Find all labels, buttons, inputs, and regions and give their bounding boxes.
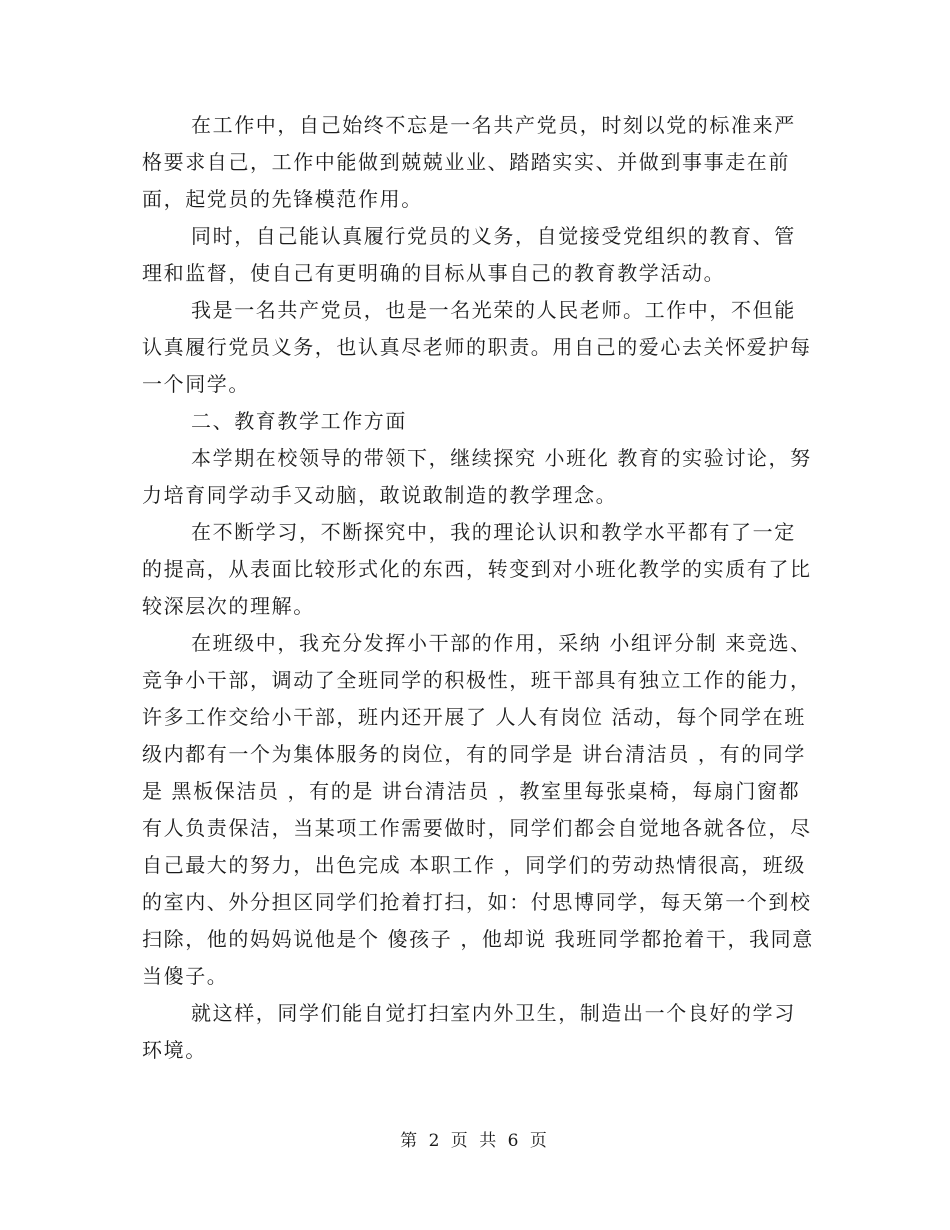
paragraph-small-class-exploration: 本学期在校领导的带领下，继续探究 小班化 教育的实验讨论，努力培育同学动手又动脑，敢说敢制造的教学理念。 (142, 446, 812, 507)
paragraph-cleaning-environment: 就这样，同学们能自觉打扫室内外卫生，制造出一个良好的学习环境。 (142, 1001, 796, 1062)
paragraph-party-duties: 同时，自己能认真履行党员的义务，自觉接受党组织的教育、管理和监督，使自己有更明确的目标从事自己的教育教学活动。 (142, 224, 796, 285)
section-heading-teaching: 二、教育教学工作方面 (191, 409, 407, 433)
page-number-footer: 第 2 页 共 6 页 (400, 1131, 550, 1151)
document-body (142, 107, 814, 1069)
paragraph-teacher-duties: 我是一名共产党员，也是一名光荣的人民老师。工作中，不但能认真履行党员义务，也认真尽老师的职责。用自己的爱心去关怀爱护每一个同学。 (142, 298, 812, 396)
paragraph-class-cadres: 在班级中，我充分发挥小干部的作用，采纳 小组评分制 来竞选、竞争小干部，调动了全班同学的积极性，班干部具有独立工作的能力，许多工作交给小干部，班内还开展了 人人有岗位 活动，每个同学在班级内都有一个为集体服务的岗位，有的同学是 讲台清洁员 ，有的同学是 黑板保洁员 ，有的是 讲台清洁员 ，教室里每张桌椅，每扇门窗都有人负责保洁，当某项工作需要做时，同学们都会自觉地各就各位，尽自己最大的努力，出色完成 本职工作 ，同学们的劳动热情很高，班级的室内、外分担区同学们抢着打扫，如：付思博同学，每天第一个到校扫除，他的妈妈说他是个 傻孩子 ，他却说 我班同学都抢着干，我同意当傻子。 (142, 631, 814, 988)
paragraph-party-member-standard: 在工作中，自己始终不忘是一名共产党员，时刻以党的标准来严格要求自己，工作中能做到兢兢业业、踏踏实实、并做到事事走在前面，起党员的先锋模范作用。 (142, 113, 796, 211)
paragraph-learning-improvement: 在不断学习，不断探究中，我的理论认识和教学水平都有了一定的提高，从表面比较形式化的东西，转变到对小班化教学的实质有了比较深层次的理解。 (142, 520, 812, 618)
